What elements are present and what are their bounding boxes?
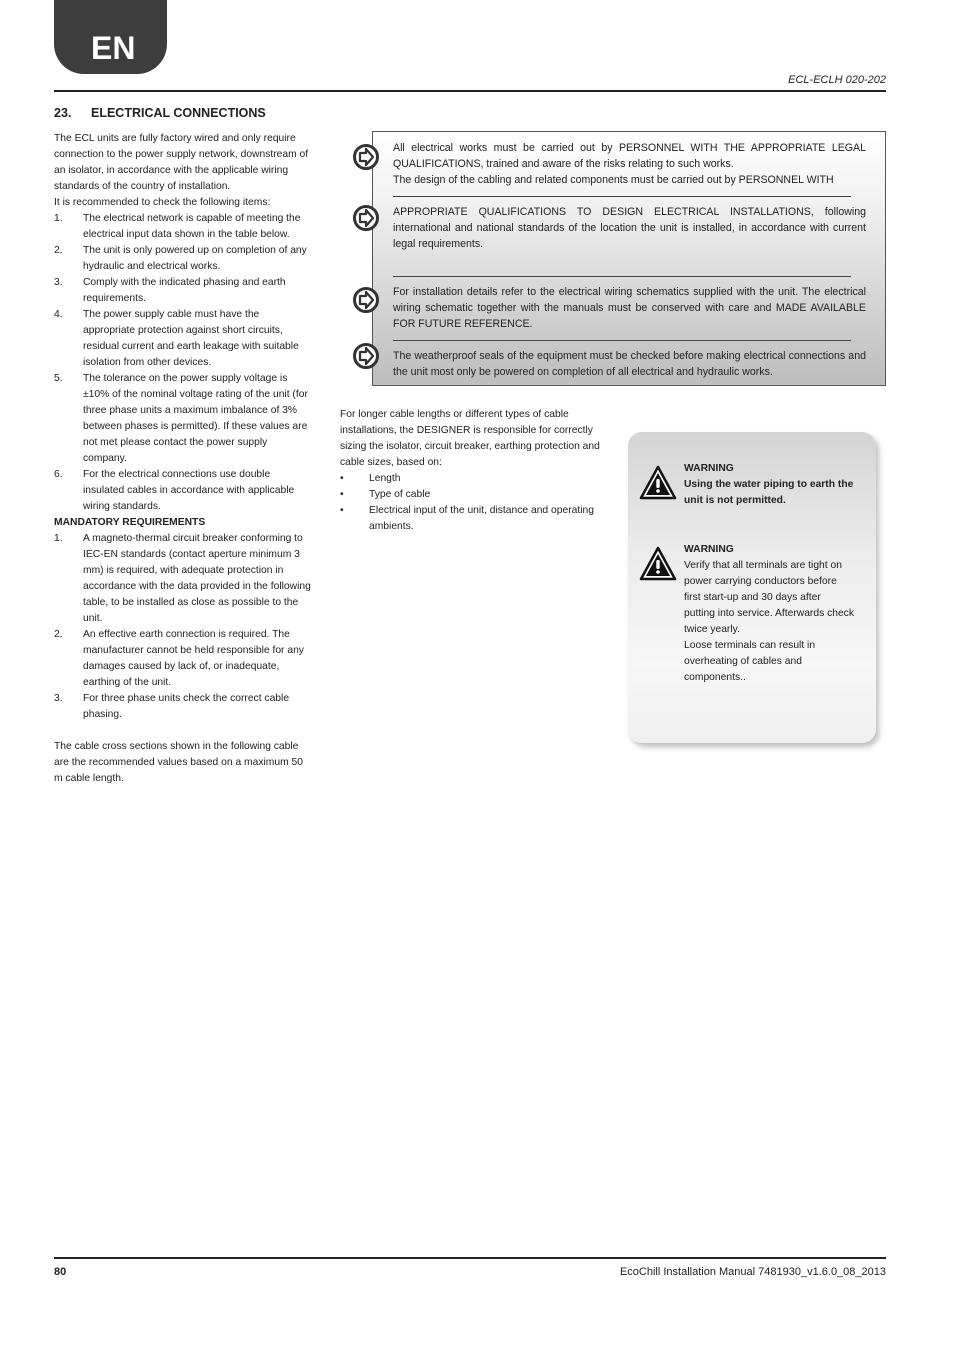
section-title xyxy=(54,106,266,120)
list-item xyxy=(340,471,602,487)
list-number: 2. xyxy=(54,245,63,256)
mandatory-list xyxy=(54,531,312,723)
list-item xyxy=(54,467,312,515)
list-item xyxy=(54,371,312,467)
info-divider xyxy=(393,276,851,277)
bullet: • xyxy=(340,489,344,500)
warning-title: WARNING xyxy=(684,544,734,555)
info-item-weatherproof-seals: The weatherproof seals of the equipment must be checked before making electrical connections and the unit most only be powered on completion of all electrical and hydraulic works. xyxy=(393,350,866,378)
info-item-wiring-schematics: For installation details refer to the electrical wiring schematics supplied with the unit. The electrical wiring schematic together with the manuals must be conserved with care and MADE AVAILABLE FOR FUTURE REFERENCE. xyxy=(393,286,866,330)
list-text: Comply with the indicated phasing and earth requirements. xyxy=(83,277,286,304)
list-item xyxy=(54,531,312,627)
footer-divider xyxy=(54,1257,886,1259)
list-number: 6. xyxy=(54,469,63,480)
page-number: 80 xyxy=(54,1266,67,1278)
language-label: EN xyxy=(91,30,136,66)
list-text: The unit is only powered up on completion of any hydraulic and electrical works. xyxy=(83,245,307,272)
list-item xyxy=(54,275,312,307)
list-text: The tolerance on the power supply voltage is ±10% of the nominal voltage rating of the unit (for three phase units a maximum imbalance of 3% between phases is permitted). If these values are not met please contact the power supply company. xyxy=(83,373,308,464)
warning-triangle-icon xyxy=(639,546,677,582)
list-text: The power supply cable must have the appropriate protection against short circuits, residual current and earth leakage with suitable isolation from other devices. xyxy=(83,309,299,368)
list-text: Length xyxy=(369,473,401,484)
list-text: For the electrical connections use double insulated cables in accordance with applicable wiring standards. xyxy=(83,469,295,512)
intro-paragraph: The ECL units are fully factory wired and only require connection to the power supply network, downstream of an isolator, in accordance with the applicable wiring standards of the country of installation. xyxy=(54,133,309,192)
list-number: 4. xyxy=(54,309,63,320)
list-number: 3. xyxy=(54,277,63,288)
check-list xyxy=(54,211,312,515)
document-code: ECL-ECLH 020-202 xyxy=(788,74,886,86)
section-heading: ELECTRICAL CONNECTIONS xyxy=(91,106,266,120)
list-number: 3. xyxy=(54,693,63,704)
warning-terminals xyxy=(684,542,854,686)
designer-paragraph: For longer cable lengths or different types of cable installations, the DESIGNER is responsible for correctly sizing the isolator, circuit breaker, earthing protection and cable sizes, based on: xyxy=(340,409,600,468)
list-text: The electrical network is capable of meeting the electrical input data shown in the table below. xyxy=(83,213,301,240)
warning-triangle-icon xyxy=(639,465,677,501)
info-item-qualified-personnel: All electrical works must be carried out by PERSONNEL WITH THE APPROPRIATE LEGAL QUALIFICATIONS, trained and aware of the risks relating to such works. The design of the cabling and related components must be carried out by PERSONNEL WITH xyxy=(393,142,866,186)
list-number: 2. xyxy=(54,629,63,640)
list-text: Electrical input of the unit, distance and operating ambients. xyxy=(369,505,594,532)
section-number: 23. xyxy=(54,106,72,120)
list-item xyxy=(54,211,312,243)
list-text: Type of cable xyxy=(369,489,431,500)
arrow-right-icon xyxy=(352,204,380,232)
safety-info-box xyxy=(372,131,886,386)
info-divider xyxy=(393,340,851,341)
list-number: 1. xyxy=(54,533,63,544)
list-text: An effective earth connection is required. The manufacturer cannot be held responsible for any damages caused by lack of, or inadequate, earthing of the unit. xyxy=(83,629,304,688)
header-divider xyxy=(54,90,886,92)
list-item xyxy=(54,243,312,275)
list-number: 5. xyxy=(54,373,63,384)
arrow-right-icon xyxy=(352,286,380,314)
info-divider xyxy=(393,196,851,197)
list-number: 1. xyxy=(54,213,63,224)
bullet: • xyxy=(340,505,344,516)
list-item xyxy=(54,307,312,371)
warning-body: Verify that all terminals are tight on power carrying conductors before first start-up and 30 days after putting into service. Afterwards check twice yearly. Loose terminals can result in overheating of cables and components.. xyxy=(684,560,854,683)
arrow-right-icon xyxy=(352,342,380,370)
warning-title: WARNING xyxy=(684,463,734,474)
language-tab xyxy=(54,0,167,74)
list-text: For three phase units check the correct cable phasing. xyxy=(83,693,290,720)
cable-note: The cable cross sections shown in the following cable are the recommended values based on a maximum 50 m cable length. xyxy=(54,741,303,784)
bullet-list xyxy=(340,471,602,535)
check-intro: It is recommended to check the following items: xyxy=(54,197,271,208)
middle-column xyxy=(340,407,602,535)
mandatory-heading: MANDATORY REQUIREMENTS xyxy=(54,517,206,528)
footer-manual-title: EcoChill Installation Manual 7481930_v1.6.0_08_2013 xyxy=(619,1266,886,1278)
list-item xyxy=(340,503,602,535)
info-item-design-qualifications: APPROPRIATE QUALIFICATIONS TO DESIGN ELECTRICAL INSTALLATIONS, following international and national standards of the location the unit is installed, in accordance with current legal requirements. xyxy=(393,206,866,250)
bullet: • xyxy=(340,473,344,484)
list-item xyxy=(54,627,312,691)
arrow-right-icon xyxy=(352,143,380,171)
list-item xyxy=(54,691,312,723)
left-column xyxy=(54,131,312,787)
warning-earth-piping xyxy=(684,461,864,509)
warning-body: Using the water piping to earth the unit is not permitted. xyxy=(684,479,854,506)
list-text: A magneto-thermal circuit breaker conforming to IEC-EN standards (contact aperture minimum 3 mm) is required, with adequate protection in accordance with the data provided in the following table, to be installed as close as possible to the unit. xyxy=(83,533,311,624)
list-item xyxy=(340,487,602,503)
